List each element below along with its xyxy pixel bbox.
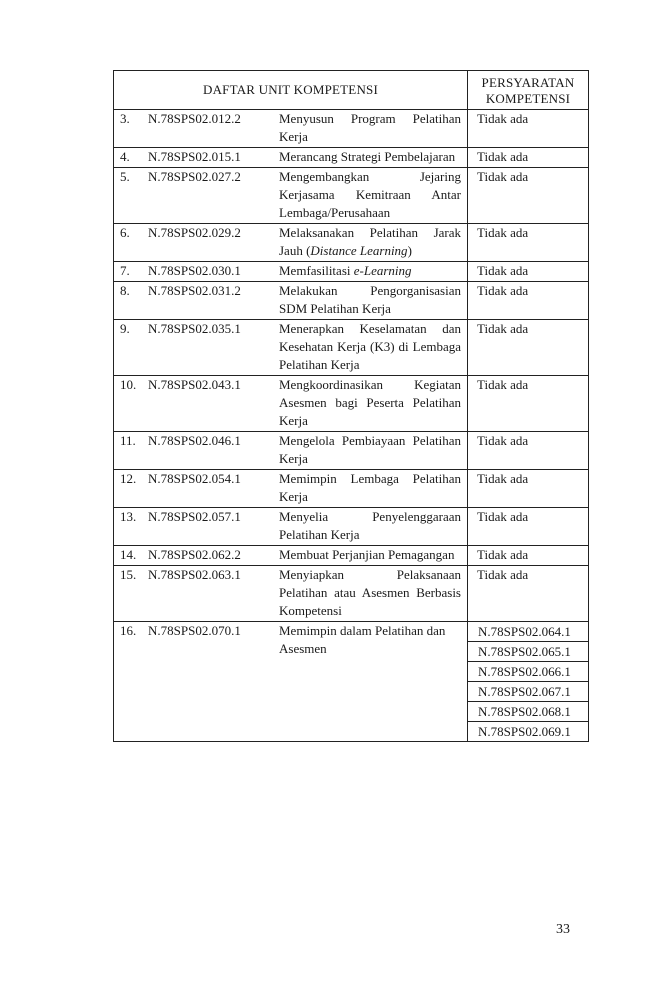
unit-cell bbox=[114, 376, 468, 432]
unit-cell bbox=[114, 282, 468, 320]
unit-title-text: Menerapkan Keselamatan dan Kesehatan Kerja (K3) di Lembaga Pelatihan Kerja bbox=[279, 321, 461, 372]
requirement-cell: Tidak ada bbox=[468, 224, 589, 262]
row-number: 11. bbox=[120, 433, 136, 448]
unit-title-text: Menyusun Program Pelatihan Kerja bbox=[279, 111, 461, 144]
unit-title bbox=[279, 262, 461, 281]
unit-code: N.78SPS02.062.2 bbox=[148, 547, 241, 562]
unit-code: N.78SPS02.035.1 bbox=[148, 321, 241, 336]
unit-title-text: Menyiapkan Pelaksanaan Pelatihan atau Asesmen Berbasis Kompetensi bbox=[279, 567, 461, 618]
unit-title-text: Merancang Strategi Pembelajaran bbox=[279, 149, 456, 164]
prerequisite-code: N.78SPS02.066.1 bbox=[468, 662, 588, 682]
unit-cell bbox=[114, 546, 468, 566]
unit-code: N.78SPS02.012.2 bbox=[148, 111, 241, 126]
unit-cell bbox=[114, 432, 468, 470]
unit-cell bbox=[114, 508, 468, 546]
unit-title-text: Membuat Perjanjian Pemagangan bbox=[279, 547, 455, 562]
unit-title bbox=[279, 566, 461, 621]
table-row bbox=[114, 320, 589, 376]
unit-cell bbox=[114, 148, 468, 168]
unit-title-text: Mengembangkan Jejaring Kerjasama Kemitraan Antar Lembaga/Perusahaan bbox=[279, 169, 461, 220]
unit-title: Memimpin dalam Pelatihan dan Asesmen bbox=[279, 623, 446, 656]
header-requirements bbox=[468, 71, 589, 110]
prerequisite-code: N.78SPS02.067.1 bbox=[468, 682, 588, 702]
unit-code: N.78SPS02.057.1 bbox=[148, 509, 241, 524]
row-number: 12. bbox=[120, 471, 137, 486]
row-number: 6. bbox=[120, 225, 130, 240]
unit-title-text: Melaksanakan Pelatihan Jarak Jauh ( bbox=[279, 225, 461, 258]
unit-title bbox=[279, 376, 461, 431]
table-row bbox=[114, 282, 589, 320]
row-number: 14. bbox=[120, 547, 137, 562]
requirement-cell: Tidak ada bbox=[468, 470, 589, 508]
unit-code: N.78SPS02.070.1 bbox=[148, 623, 241, 638]
prerequisite-code: N.78SPS02.065.1 bbox=[468, 642, 588, 662]
unit-title bbox=[279, 282, 461, 319]
unit-title-text: Mengkoordinasikan Kegiatan Asesmen bagi Peserta Pelatihan Kerja bbox=[279, 377, 461, 428]
unit-title bbox=[279, 168, 461, 223]
unit-code: N.78SPS02.046.1 bbox=[148, 433, 241, 448]
table-row bbox=[114, 508, 589, 546]
requirement-cell: Tidak ada bbox=[468, 320, 589, 376]
page-number: 33 bbox=[556, 922, 570, 937]
prerequisite-code: N.78SPS02.064.1 bbox=[468, 622, 588, 642]
table-header-row bbox=[114, 71, 589, 110]
row-number: 3. bbox=[120, 111, 130, 126]
prerequisite-code: N.78SPS02.069.1 bbox=[478, 724, 571, 739]
unit-code: N.78SPS02.029.2 bbox=[148, 225, 241, 240]
unit-cell bbox=[114, 224, 468, 262]
table-row bbox=[114, 262, 589, 282]
row-number: 15. bbox=[120, 567, 137, 582]
requirement-cell: Tidak ada bbox=[468, 282, 589, 320]
table-row bbox=[114, 148, 589, 168]
requirement-cell: Tidak ada bbox=[468, 566, 589, 622]
prerequisite-code: N.78SPS02.068.1 bbox=[468, 702, 588, 722]
unit-cell bbox=[114, 168, 468, 224]
unit-title bbox=[279, 432, 461, 469]
row-number: 13. bbox=[120, 509, 137, 524]
requirement-cell: Tidak ada bbox=[468, 546, 589, 566]
requirement-cell: Tidak ada bbox=[468, 110, 589, 148]
row-number: 10. bbox=[120, 377, 137, 392]
unit-title bbox=[279, 546, 461, 565]
table-row bbox=[114, 622, 589, 742]
header-unit-list: DAFTAR UNIT KOMPETENSI bbox=[114, 71, 468, 110]
requirement-cell: Tidak ada bbox=[468, 262, 589, 282]
unit-cell bbox=[114, 110, 468, 148]
row-number: 5. bbox=[120, 169, 130, 184]
row-number: 8. bbox=[120, 283, 130, 298]
unit-code: N.78SPS02.054.1 bbox=[148, 471, 241, 486]
row-number: 4. bbox=[120, 149, 130, 164]
unit-code: N.78SPS02.015.1 bbox=[148, 149, 241, 164]
unit-cell bbox=[114, 470, 468, 508]
prerequisite-list bbox=[477, 622, 588, 741]
table-row bbox=[114, 224, 589, 262]
unit-title-text: Memimpin Lembaga Pelatihan Kerja bbox=[279, 471, 461, 504]
requirement-cell: Tidak ada bbox=[468, 376, 589, 432]
unit-code: N.78SPS02.027.2 bbox=[148, 169, 241, 184]
unit-cell bbox=[114, 262, 468, 282]
unit-title-italic: Distance Learning bbox=[310, 243, 408, 258]
row-number: 7. bbox=[120, 263, 130, 278]
unit-title bbox=[279, 224, 461, 261]
header-requirements-line1: PERSYARATAN bbox=[481, 75, 575, 90]
table-row bbox=[114, 470, 589, 508]
unit-title-text: Mengelola Pembiayaan Pelatihan Kerja bbox=[279, 433, 461, 466]
unit-title-text: Memfasilitasi bbox=[279, 263, 354, 278]
unit-title-end: ) bbox=[407, 243, 412, 258]
unit-code: N.78SPS02.031.2 bbox=[148, 283, 241, 298]
unit-cell bbox=[114, 622, 468, 742]
row-number: 9. bbox=[120, 321, 130, 336]
row-number: 16. bbox=[120, 623, 137, 638]
header-requirements-line2: KOMPETENSI bbox=[485, 91, 571, 106]
unit-title-italic: e-Learning bbox=[353, 263, 412, 278]
requirement-cell: Tidak ada bbox=[468, 168, 589, 224]
table-body bbox=[114, 110, 589, 742]
unit-title bbox=[279, 508, 461, 545]
requirement-cell: Tidak ada bbox=[468, 508, 589, 546]
unit-cell bbox=[114, 566, 468, 622]
table-row bbox=[114, 546, 589, 566]
competency-table bbox=[113, 70, 589, 742]
unit-title-text: Melakukan Pengorganisasian SDM Pelatihan Kerja bbox=[279, 283, 461, 316]
unit-title-text: Menyelia Penyelenggaraan Pelatihan Kerja bbox=[279, 509, 461, 542]
table-row bbox=[114, 432, 589, 470]
unit-title bbox=[279, 148, 461, 167]
unit-title bbox=[279, 470, 461, 507]
requirement-cell bbox=[468, 622, 589, 742]
table-row bbox=[114, 566, 589, 622]
unit-title bbox=[279, 110, 461, 147]
table-row bbox=[114, 376, 589, 432]
unit-code: N.78SPS02.030.1 bbox=[148, 263, 241, 278]
unit-cell bbox=[114, 320, 468, 376]
table-row bbox=[114, 110, 589, 148]
unit-code: N.78SPS02.043.1 bbox=[148, 377, 241, 392]
requirement-cell: Tidak ada bbox=[468, 148, 589, 168]
unit-title bbox=[279, 320, 461, 375]
unit-code: N.78SPS02.063.1 bbox=[148, 567, 241, 582]
requirement-cell: Tidak ada bbox=[468, 432, 589, 470]
table-row bbox=[114, 168, 589, 224]
